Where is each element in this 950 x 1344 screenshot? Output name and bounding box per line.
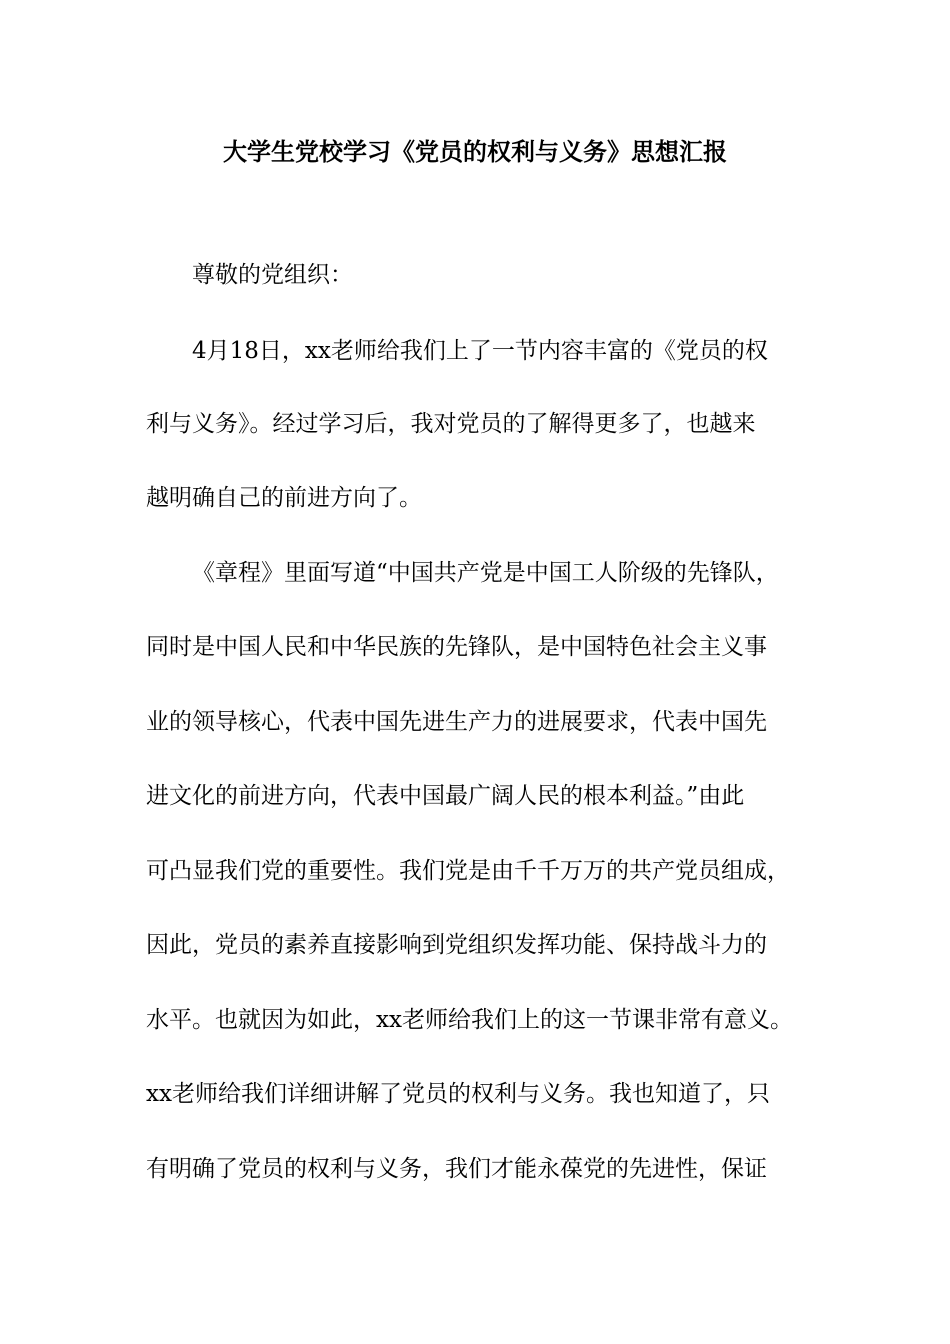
body-line: 进文化的前进方向，代表中国最广阔人民的根本利益。”由此 <box>146 783 745 809</box>
body-line: 利与义务》。经过学习后，我对党员的了解得更多了，也越来 <box>146 411 756 437</box>
body-line: 水平。也就因为如此，xx老师给我们上的这一节课非常有意义。 <box>146 1007 793 1033</box>
body-line: 同时是中国人民和中华民族的先锋队，是中国特色社会主义事 <box>146 634 767 660</box>
body-line: 因此，党员的素养直接影响到党组织发挥功能、保持战斗力的 <box>146 932 767 958</box>
body-line: 4月18日，xx老师给我们上了一节内容丰富的《党员的权 <box>192 338 768 364</box>
body-line: 可凸显我们党的重要性。我们党是由千千万万的共产党员组成， <box>146 858 790 884</box>
body-line: 业的领导核心，代表中国先进生产力的进展要求，代表中国先 <box>146 709 767 735</box>
body-line: 有明确了党员的权利与义务，我们才能永葆党的先进性，保证 <box>146 1156 767 1182</box>
document-title: 大学生党校学习《党员的权利与义务》思想汇报 <box>223 137 727 166</box>
body-line: xx老师给我们详细讲解了党员的权利与义务。我也知道了，只 <box>146 1081 770 1107</box>
body-line: 《章程》里面写道“中国共产党是中国工人阶级的先锋队， <box>192 560 779 586</box>
salutation-line: 尊敬的党组织： <box>192 262 353 288</box>
body-line: 越明确自己的前进方向了。 <box>146 485 422 511</box>
